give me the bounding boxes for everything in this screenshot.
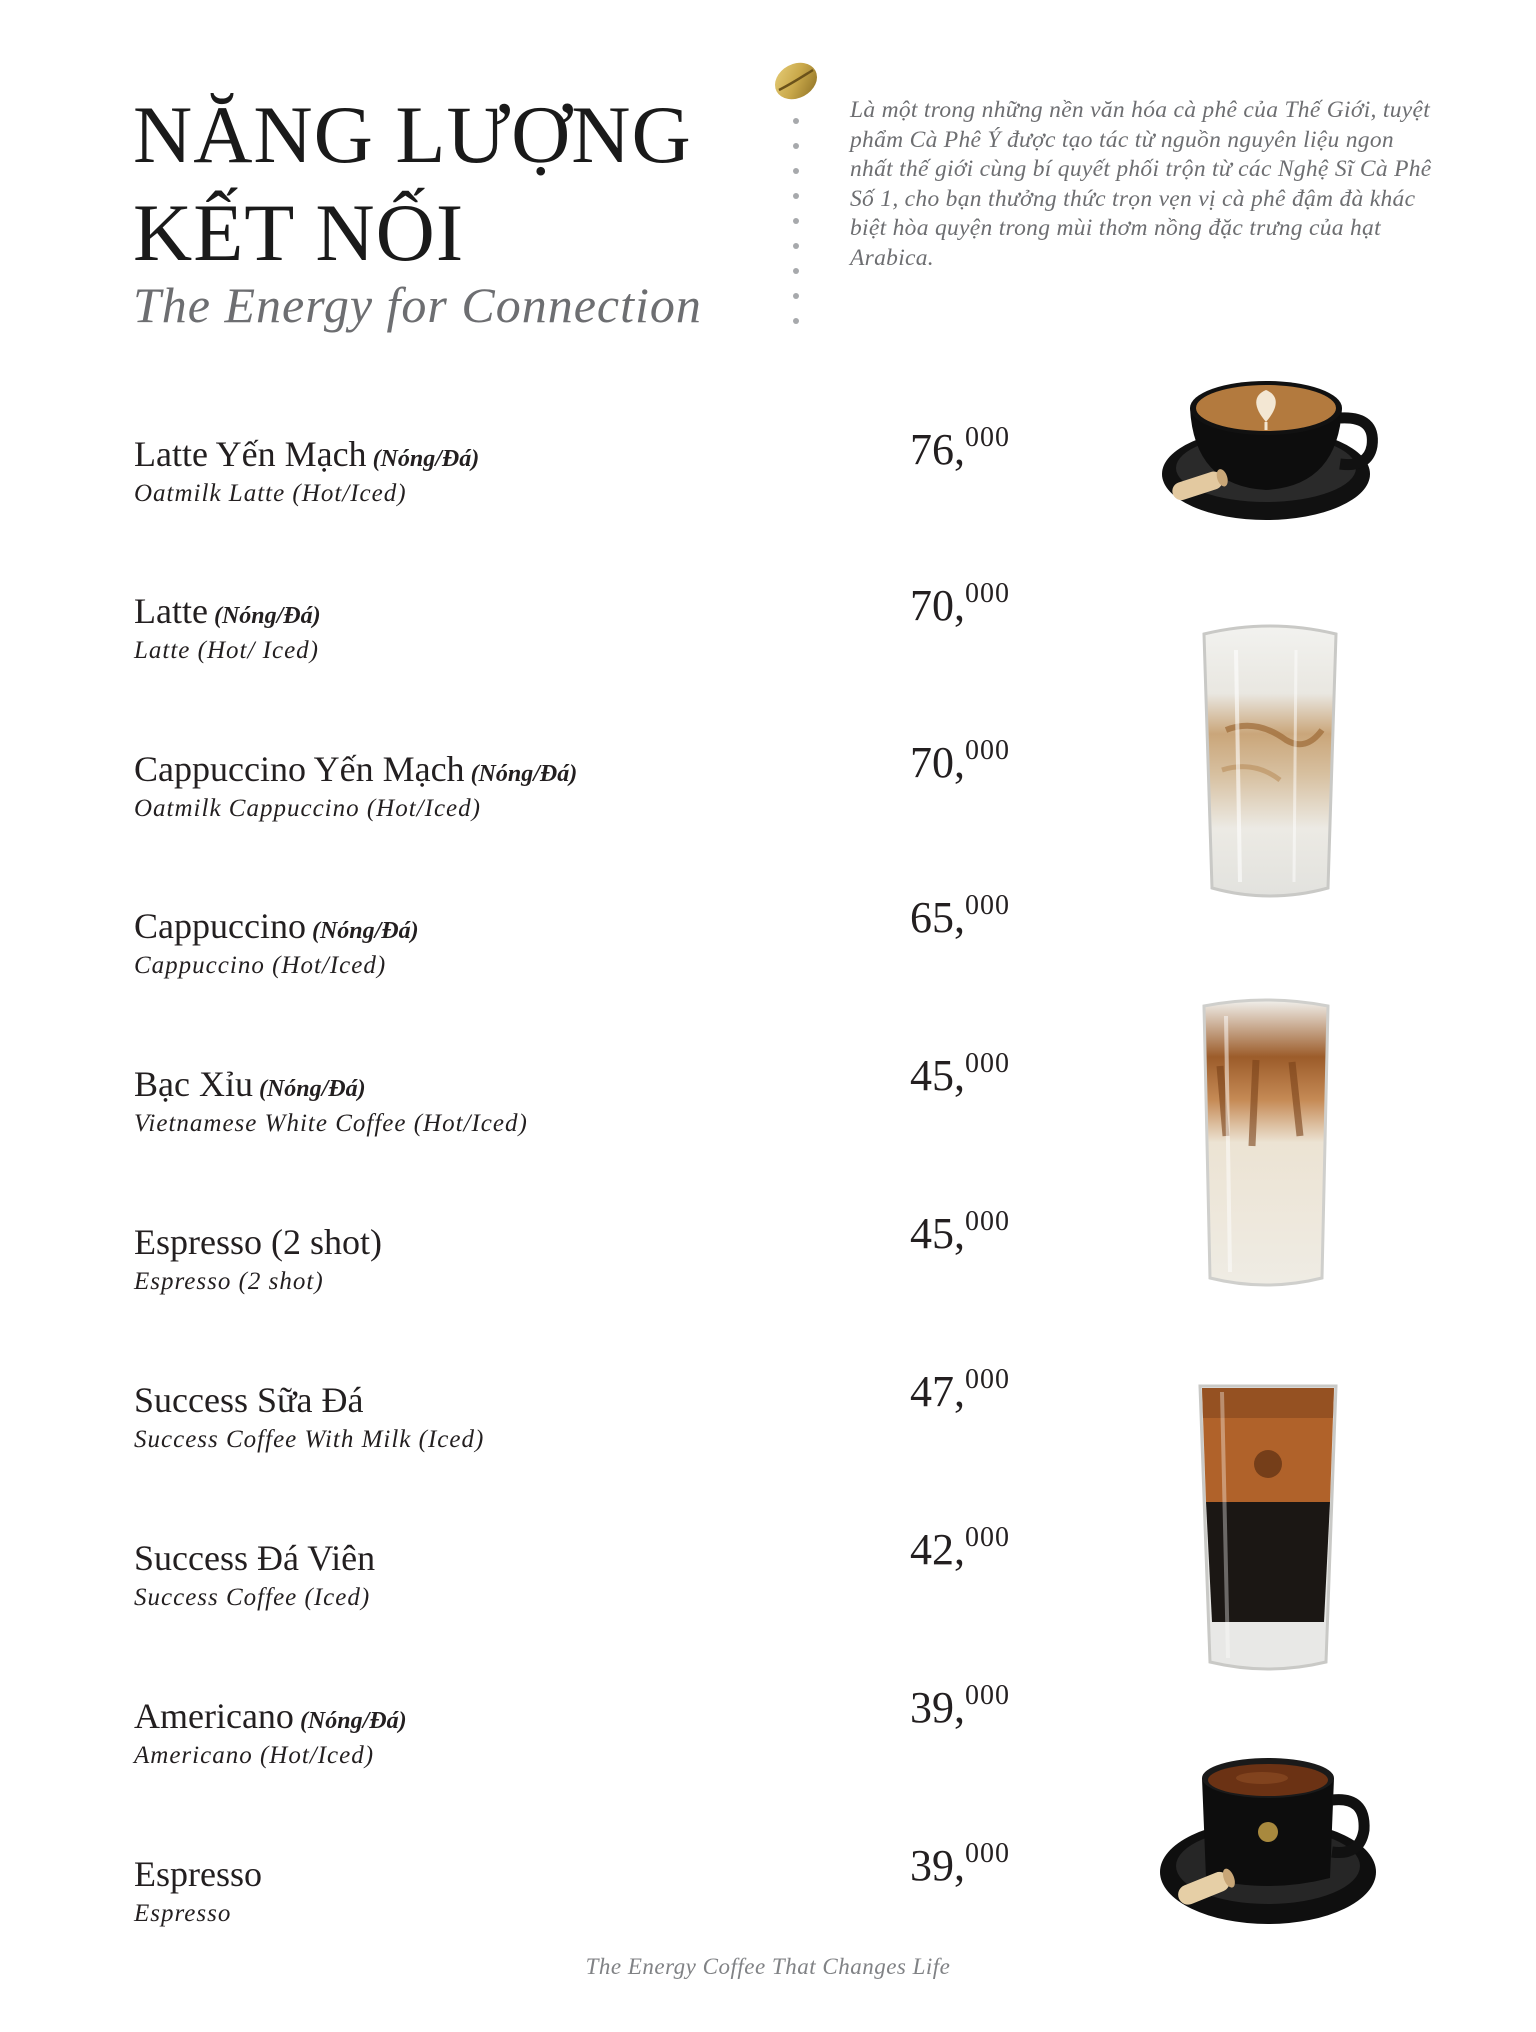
item-price	[910, 1680, 1050, 1733]
item-name-en: Latte (Hot/ Iced)	[134, 637, 320, 664]
item-note: (Nóng/Đá)	[372, 446, 480, 472]
item-price	[910, 735, 1050, 788]
item-name: Success Sữa Đá	[134, 1380, 364, 1420]
item-name-en: Americano (Hot/Iced)	[134, 1742, 375, 1769]
price-main: 47,	[910, 1367, 965, 1416]
item-price	[910, 422, 1050, 475]
menu-item	[134, 1064, 934, 1139]
footer-tagline: The Energy Coffee That Changes Life	[585, 1954, 951, 1979]
item-name: Latte	[134, 591, 208, 631]
coffee-bean-icon	[771, 58, 821, 104]
dotted-divider	[793, 118, 801, 328]
price-main: 45,	[910, 1051, 965, 1100]
price-sup: 000	[965, 422, 1010, 453]
menu-item	[134, 1222, 934, 1297]
title-line-1: NĂNG LƯỢNG	[133, 89, 692, 180]
item-name-en: Oatmilk Cappuccino (Hot/Iced)	[134, 795, 481, 822]
latte-cup-image	[1154, 368, 1384, 528]
item-note: (Nóng/Đá)	[213, 603, 321, 629]
price-sup: 000	[965, 1364, 1010, 1395]
item-price	[910, 578, 1050, 631]
item-name: Success Đá Viên	[134, 1538, 376, 1578]
intro-paragraph: Là một trong những nền văn hóa cà phê của Thế Giới, tuyệt phẩm Cà Phê Ý được tạo tác từ nguồn nguyên liệu ngon nhất thế giới cùng bí quyết phối trộn từ các Nghệ Sĩ Cà Phê Số 1, cho bạn thưởng thức trọn vẹn vị cà phê đậm đà khác biệt hòa quyện trong mùi thơm nồng đặc trưng của hạt Arabica.	[850, 97, 1432, 271]
item-name-en: Oatmilk Latte (Hot/Iced)	[134, 480, 407, 507]
price-main: 45,	[910, 1209, 965, 1258]
menu-item	[134, 591, 934, 666]
item-name: Cappuccino Yến Mạch	[134, 749, 465, 789]
success-coffee-glass-image	[1194, 1378, 1342, 1678]
item-note: (Nóng/Đá)	[258, 1076, 366, 1102]
menu-item	[134, 906, 934, 981]
title-line-2: KẾT NỐI	[133, 187, 465, 278]
bac-xiu-glass-image	[1196, 996, 1336, 1294]
item-name-en: Success Coffee With Milk (Iced)	[134, 1426, 485, 1453]
price-sup: 000	[965, 1522, 1010, 1553]
item-name-en: Success Coffee (Iced)	[134, 1584, 371, 1611]
item-price	[910, 1838, 1050, 1891]
price-sup: 000	[965, 1680, 1010, 1711]
item-name: Cappuccino	[134, 906, 306, 946]
item-price	[910, 1206, 1050, 1259]
item-price	[910, 890, 1050, 943]
item-name: Espresso (2 shot)	[134, 1222, 382, 1262]
item-price	[910, 1048, 1050, 1101]
menu-item	[134, 1696, 934, 1771]
item-price	[910, 1364, 1050, 1417]
item-note: (Nóng/Đá)	[470, 761, 578, 787]
item-name-en: Espresso (2 shot)	[134, 1268, 324, 1295]
menu-item	[134, 1380, 934, 1455]
item-name: Americano	[134, 1696, 294, 1736]
price-sup: 000	[965, 735, 1010, 766]
price-sup: 000	[965, 890, 1010, 921]
menu-item	[134, 1854, 934, 1929]
page-subtitle: The Energy for Connection	[133, 277, 702, 333]
item-note: (Nóng/Đá)	[299, 1708, 407, 1734]
item-name: Bạc Xỉu	[134, 1064, 253, 1104]
price-main: 42,	[910, 1525, 965, 1574]
price-main: 39,	[910, 1683, 965, 1732]
menu-item	[134, 749, 934, 824]
price-sup: 000	[965, 1206, 1010, 1237]
page-title	[133, 86, 692, 282]
price-main: 70,	[910, 738, 965, 787]
item-name: Espresso	[134, 1854, 262, 1894]
price-main: 65,	[910, 893, 965, 942]
item-note: (Nóng/Đá)	[311, 918, 419, 944]
price-main: 70,	[910, 581, 965, 630]
price-sup: 000	[965, 1048, 1010, 1079]
menu-item	[134, 434, 934, 509]
item-price	[910, 1522, 1050, 1575]
price-main: 76,	[910, 425, 965, 474]
espresso-cup-image	[1150, 1752, 1386, 1932]
price-main: 39,	[910, 1841, 965, 1890]
iced-latte-glass-image	[1196, 620, 1344, 902]
item-name-en: Cappuccino (Hot/Iced)	[134, 952, 387, 979]
item-name: Latte Yến Mạch	[134, 434, 367, 474]
item-name-en: Espresso	[134, 1900, 232, 1927]
menu-item	[134, 1538, 934, 1613]
item-name-en: Vietnamese White Coffee (Hot/Iced)	[134, 1110, 528, 1137]
price-sup: 000	[965, 578, 1010, 609]
price-sup: 000	[965, 1838, 1010, 1869]
